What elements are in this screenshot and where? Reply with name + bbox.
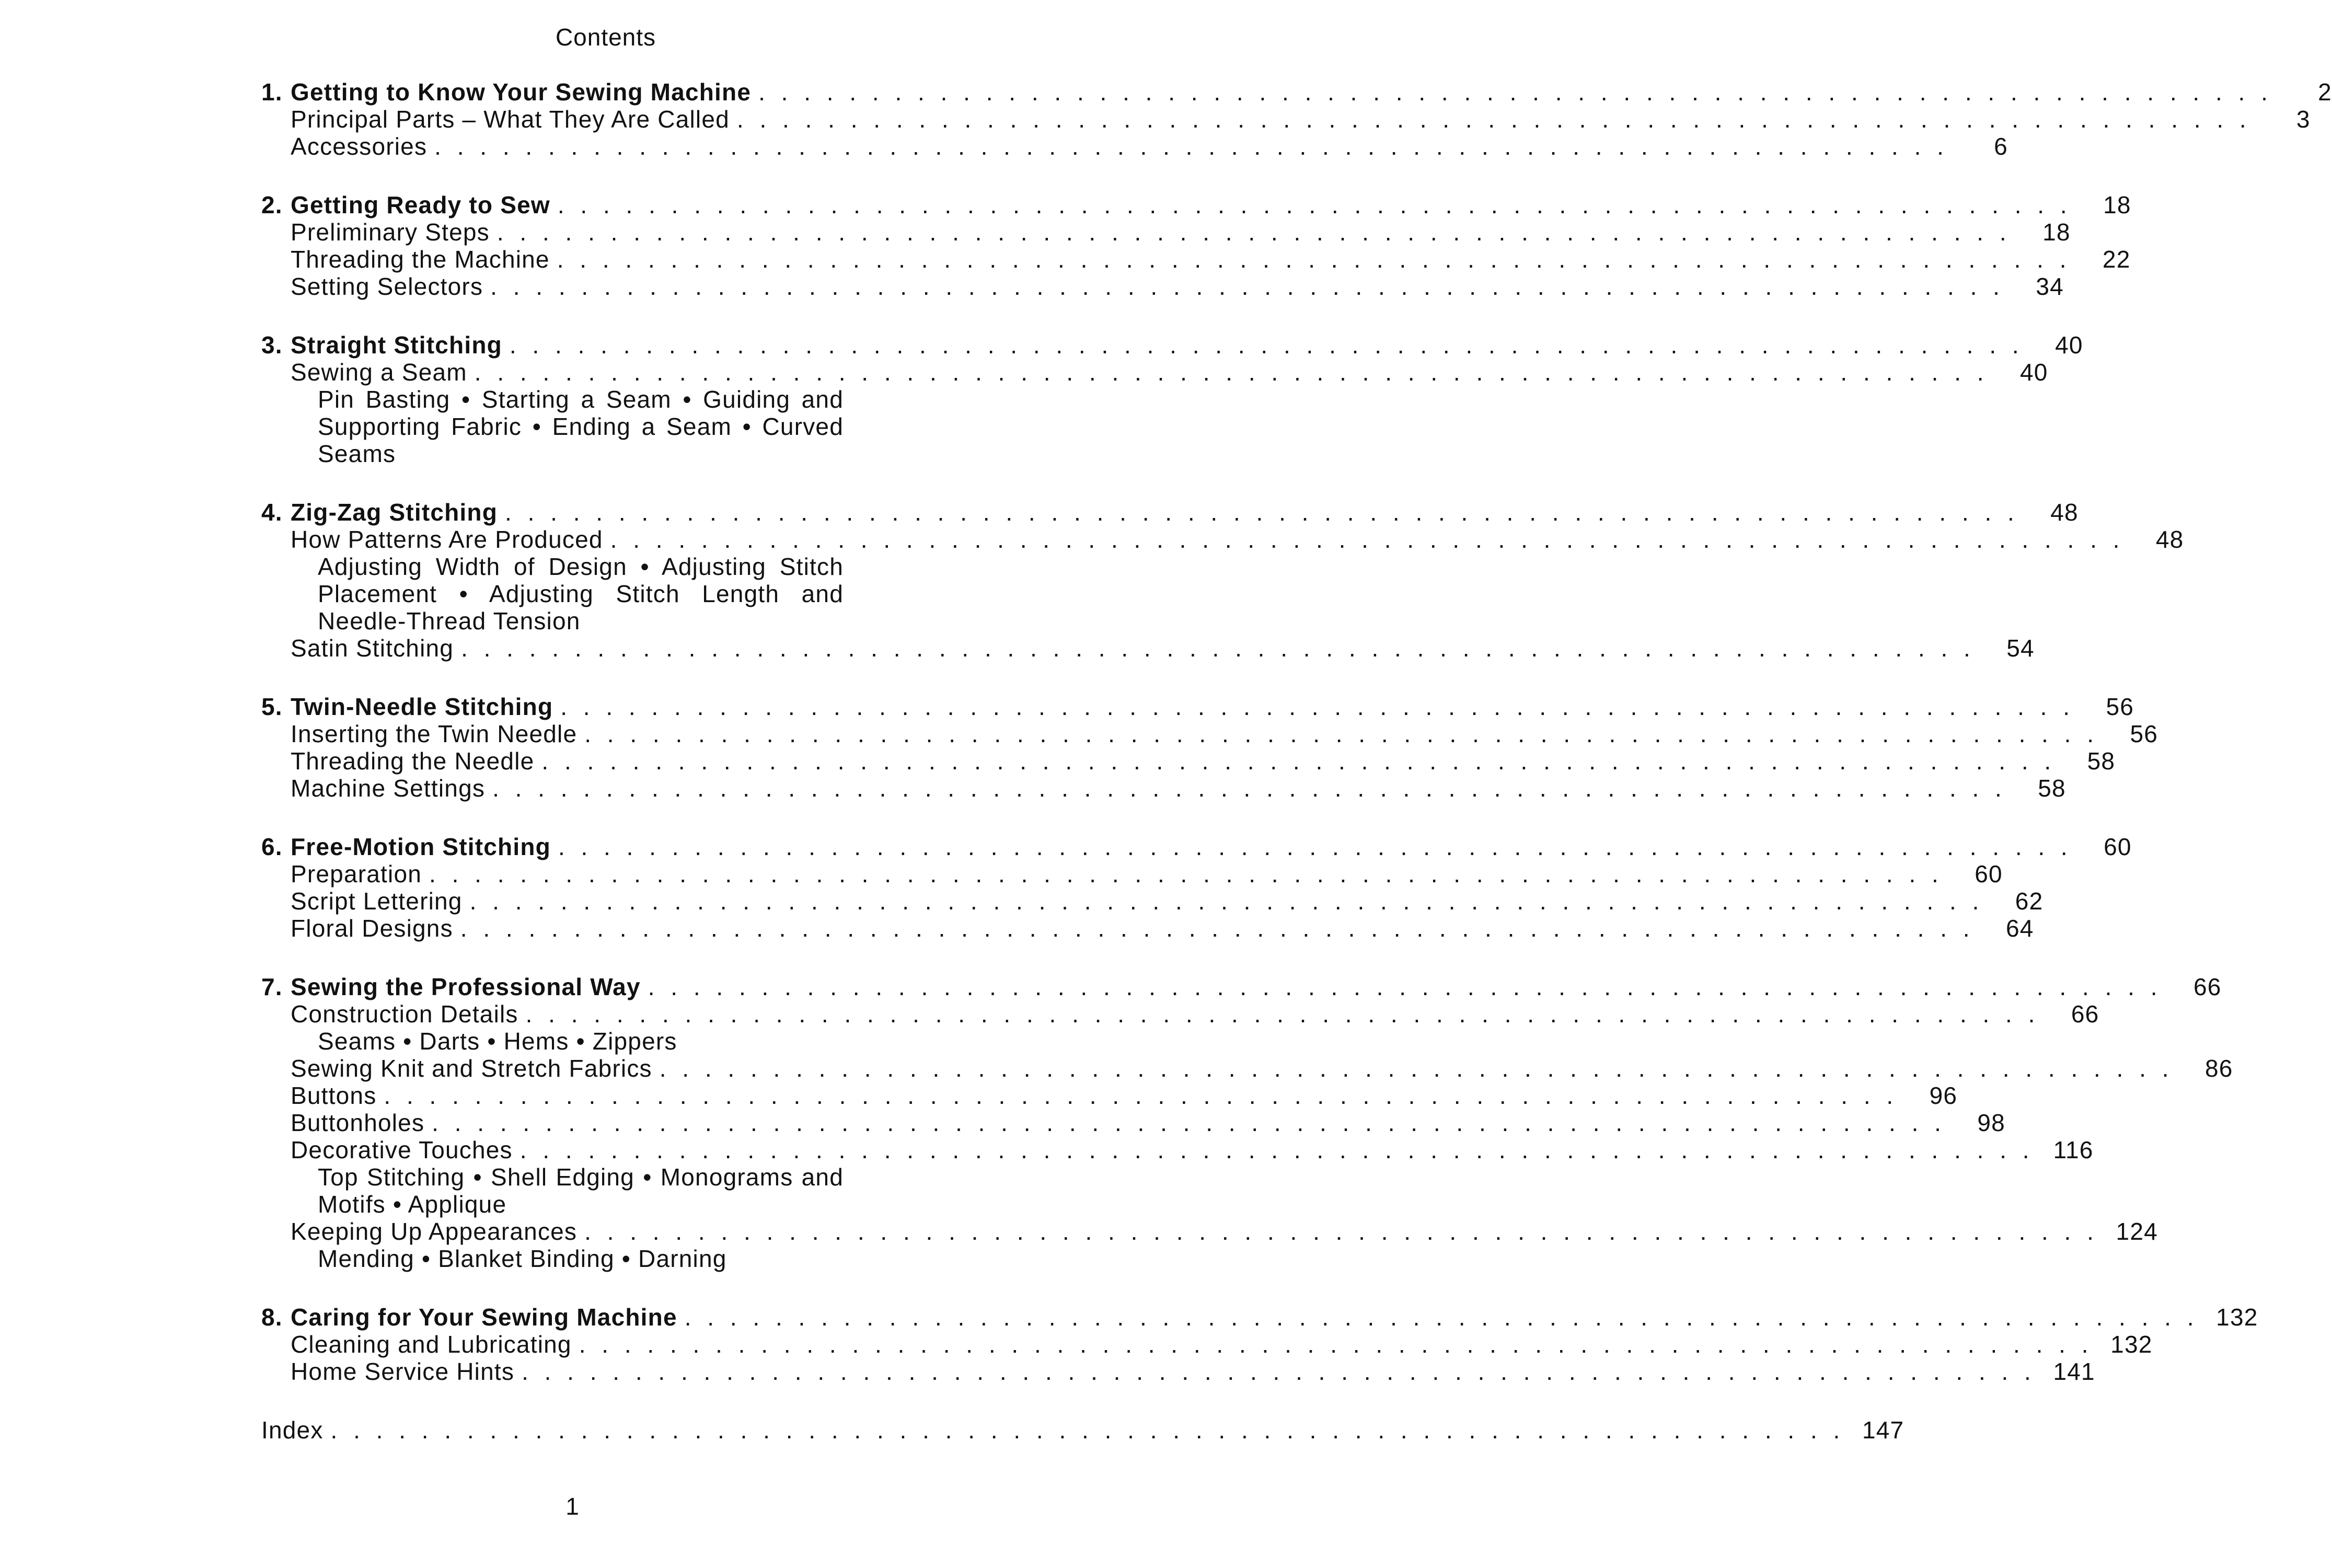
chapter-heading — [261, 78, 2332, 106]
chapter-heading — [261, 833, 2132, 860]
toc-section — [261, 191, 2131, 300]
page-ref: 2 — [2318, 78, 2332, 106]
toc-entry — [261, 1082, 1958, 1109]
chapter-title: Caring for Your Sewing Machine — [291, 1304, 677, 1331]
toc-entry — [261, 1358, 2095, 1385]
page-ref: 124 — [2116, 1218, 2158, 1245]
chapter-title: Free-Motion Stitching — [291, 833, 551, 860]
toc-entry — [261, 1055, 2233, 1082]
entry-label: Buttons — [291, 1082, 377, 1109]
dot-leader: . . . . . . . . . . . . . . . . . . . . . . . . . . . . . . . . . . . . . . . . . . . . . . . . . . . . . . . . . . . . . . . . . . . — [432, 1109, 1946, 1136]
dot-leader: . . . . . . . . . . . . . . . . . . . . . . . . . . . . . . . . . . . . . . . . . . . . . . . . . . . . . . . . . . . . . . . . . . . — [522, 1358, 2036, 1385]
page-ref: 96 — [1929, 1082, 1958, 1109]
toc-entry — [261, 860, 2003, 887]
page-ref: 60 — [1975, 860, 2003, 887]
dot-leader: . . . . . . . . . . . . . . . . . . . . . . . . . . . . . . . . . . . . . . . . . . . . . . . . . . . . . . . . . . . . . . . . . . . — [505, 499, 2019, 526]
toc-entry — [261, 133, 2008, 160]
page-ref: 48 — [2050, 499, 2079, 526]
chapter-title: Straight Stitching — [291, 331, 502, 359]
chapter-heading — [261, 693, 2134, 720]
toc-entry — [261, 359, 2048, 386]
entry-label: Preparation — [291, 860, 422, 887]
toc-entry — [261, 218, 2071, 246]
dot-leader: . . . . . . . . . . . . . . . . . . . . . . . . . . . . . . . . . . . . . . . . . . . . . . . . . . . . . . . . . . . . . . . . . . . — [659, 1055, 2174, 1082]
chapter-number: 2. — [261, 191, 283, 218]
chapter-title: Zig-Zag Stitching — [291, 499, 498, 526]
page-ref: 66 — [2193, 973, 2222, 1000]
dot-leader: . . . . . . . . . . . . . . . . . . . . . . . . . . . . . . . . . . . . . . . . . . . . . . . . . . . . . . . . . . . . . . . . . . . — [558, 833, 2072, 860]
toc-entry — [261, 635, 2035, 662]
toc-entry — [261, 1000, 2099, 1028]
chapter-heading — [261, 1304, 2258, 1331]
toc-entry — [261, 1331, 2153, 1358]
page-ref: 58 — [2087, 747, 2116, 775]
chapter-title: Getting Ready to Sew — [291, 191, 550, 218]
toc-entry — [261, 775, 2066, 802]
page-ref: 64 — [2006, 915, 2034, 942]
toc-section — [261, 693, 2158, 802]
dot-leader: . . . . . . . . . . . . . . . . . . . . . . . . . . . . . . . . . . . . . . . . . . . . . . . . . . . . . . . . . . . . . . . . . . . — [736, 106, 2251, 133]
page-ref: 60 — [2104, 833, 2132, 860]
page-ref: 132 — [2110, 1331, 2153, 1358]
page-number: 1 — [565, 1493, 579, 1520]
page-ref: 98 — [1977, 1109, 2005, 1136]
entry-label: Accessories — [291, 133, 428, 160]
chapter-number: 1. — [261, 78, 283, 106]
chapter-title: Sewing the Professional Way — [291, 973, 641, 1000]
dot-leader: . . . . . . . . . . . . . . . . . . . . . . . . . . . . . . . . . . . . . . . . . . . . . . . . . . . . . . . . . . . . . . . . . . . — [557, 191, 2072, 218]
toc-section — [261, 331, 2083, 467]
page-ref: 3 — [2296, 106, 2311, 133]
page-ref: 54 — [2006, 635, 2035, 662]
dot-leader: . . . . . . . . . . . . . . . . . . . . . . . . . . . . . . . . . . . . . . . . . . . . . . . . . . . . . . . . . . . . . . . . . . . — [557, 246, 2071, 273]
entry-label: Keeping Up Appearances — [291, 1218, 578, 1245]
dot-leader: . . . . . . . . . . . . . . . . . . . . . . . . . . . . . . . . . . . . . . . . . . . . . . . . . . . . . . . . . . . . . . . . . . . — [384, 1082, 1898, 1109]
chapter-number: 4. — [261, 499, 283, 526]
chapter-number: 5. — [261, 693, 283, 720]
dot-leader: . . . . . . . . . . . . . . . . . . . . . . . . . . . . . . . . . . . . . . . . . . . . . . . . . . . . . . . . . . . . . . . . . . . — [560, 693, 2075, 720]
entry-label: Script Lettering — [291, 887, 463, 915]
dot-leader: . . . . . . . . . . . . . . . . . . . . . . . . . . . . . . . . . . . . . . . . . . . . . . . . . . . . . . . . . . . . . . . . . . . — [474, 359, 1989, 386]
page-ref: 132 — [2216, 1304, 2258, 1331]
page-ref: 34 — [2036, 273, 2064, 300]
dot-leader: . . . . . . . . . . . . . . . . . . . . . . . . . . . . . . . . . . . . . . . . . . . . . . . . . . . . . . . . . . . . . . . . . . . — [434, 133, 1948, 160]
chapter-heading — [261, 191, 2131, 218]
dot-leader: . . . . . . . . . . . . . . . . . . . . . . . . . . . . . . . . . . . . . . . . . . . . . . . . . . . . . . . . . . . . . . . . . . . — [541, 747, 2056, 775]
chapter-number: 3. — [261, 331, 283, 359]
toc-entry — [261, 1136, 2094, 1163]
page-ref: 18 — [2103, 191, 2131, 218]
page-ref: 66 — [2071, 1000, 2099, 1028]
toc-entry — [261, 915, 2034, 942]
toc-section — [261, 1304, 2258, 1385]
dot-leader: . . . . . . . . . . . . . . . . . . . . . . . . . . . . . . . . . . . . . . . . . . . . . . . . . . . . . . . . . . . . . . . . . . . — [492, 775, 2006, 802]
dot-leader: . . . . . . . . . . . . . . . . . . . . . . . . . . . . . . . . . . . . . . . . . . . . . . . . . . . . . . . . . . . . . . . . . . . — [469, 887, 1984, 915]
dot-leader: . . . . . . . . . . . . . . . . . . . . . . . . . . . . . . . . . . . . . . . . . . . . . . . . . . . . . . . . . . . . . . . . . . . — [684, 1304, 2199, 1331]
dot-leader: . . . . . . . . . . . . . . . . . . . . . . . . . . . . . . . . . . . . . . . . . . . . . . . . . . . . . . . . . . . . . . . . . . . — [758, 78, 2272, 106]
toc-entry — [261, 106, 2311, 133]
page-ref: 6 — [1994, 133, 2008, 160]
chapter-number: 6. — [261, 833, 283, 860]
entry-label: How Patterns Are Produced — [291, 526, 603, 553]
table-of-contents — [261, 78, 2332, 1444]
dot-leader: . . . . . . . . . . . . . . . . . . . . . . . . . . . . . . . . . . . . . . . . . . . . . . . . . . . . . . . . . . . . . . . . . . . — [579, 1331, 2093, 1358]
dot-leader: . . . . . . . . . . . . . . . . . . . . . . . . . . . . . . . . . . . . . . . . . . . . . . . . . . . . . . . . . . . . . . . . . . . — [610, 526, 2125, 553]
chapter-heading — [261, 499, 2079, 526]
page-ref: 40 — [2055, 331, 2083, 359]
toc-entry — [261, 1109, 2005, 1136]
dot-leader: . . . . . . . . . . . . . . . . . . . . . . . . . . . . . . . . . . . . . . . . . . . . . . . . . . . . . . . . . . . . . . . . . . . — [461, 635, 1975, 662]
page-ref: 86 — [2204, 1055, 2233, 1082]
chapter-heading — [261, 331, 2083, 359]
page-ref: 56 — [2130, 720, 2158, 747]
entry-label: Threading the Machine — [291, 246, 550, 273]
chapter-heading — [261, 973, 2222, 1000]
page-ref: 56 — [2106, 693, 2134, 720]
dot-leader: . . . . . . . . . . . . . . . . . . . . . . . . . . . . . . . . . . . . . . . . . . . . . . . . . . . . . . . . . . . . . . . . . . . — [648, 973, 2162, 1000]
topic-list: Pin Basting • Starting a Seam • Guiding and Supporting Fabric • Ending a Seam • Curved Seams — [318, 386, 844, 467]
entry-label: Principal Parts – What They Are Called — [291, 106, 730, 133]
toc-section — [261, 499, 2184, 662]
dot-leader: . . . . . . . . . . . . . . . . . . . . . . . . . . . . . . . . . . . . . . . . . . . . . . . . . . . . . . . . . . . . . . . . . . . — [429, 860, 1943, 887]
dot-leader: . . . . . . . . . . . . . . . . . . . . . . . . . . . . . . . . . . . . . . . . . . . . . . . . . . . . . . . . . . . . . . . . . . . — [330, 1416, 1845, 1444]
page-ref: 22 — [2102, 246, 2131, 273]
page-ref: 62 — [2015, 887, 2044, 915]
topic-list: Top Stitching • Shell Edging • Monograms and Motifs • Applique — [318, 1163, 844, 1218]
index-entry — [261, 1416, 1904, 1444]
toc-entry — [261, 720, 2158, 747]
topic-list: Adjusting Width of Design • Adjusting Stitch Placement • Adjusting Stitch Length and Needle-Thread Tension — [318, 553, 844, 635]
entry-label: Inserting the Twin Needle — [291, 720, 578, 747]
page-ref: 48 — [2155, 526, 2184, 553]
toc-entry — [261, 887, 2044, 915]
dot-leader: . . . . . . . . . . . . . . . . . . . . . . . . . . . . . . . . . . . . . . . . . . . . . . . . . . . . . . . . . . . . . . . . . . . — [584, 1218, 2098, 1245]
dot-leader: . . . . . . . . . . . . . . . . . . . . . . . . . . . . . . . . . . . . . . . . . . . . . . . . . . . . . . . . . . . . . . . . . . . — [519, 1136, 2034, 1163]
page-ref: 58 — [2038, 775, 2066, 802]
entry-label: Satin Stitching — [291, 635, 454, 662]
topic-list: Seams • Darts • Hems • Zippers — [318, 1028, 677, 1055]
toc-section — [261, 78, 2332, 160]
topic-list: Mending • Blanket Binding • Darning — [318, 1245, 727, 1272]
entry-label: Preliminary Steps — [291, 218, 490, 246]
entry-label: Sewing a Seam — [291, 359, 467, 386]
dot-leader: . . . . . . . . . . . . . . . . . . . . . . . . . . . . . . . . . . . . . . . . . . . . . . . . . . . . . . . . . . . . . . . . . . . — [509, 331, 2024, 359]
entry-label: Floral Designs — [291, 915, 453, 942]
entry-label: Sewing Knit and Stretch Fabrics — [291, 1055, 652, 1082]
entry-label: Index — [261, 1416, 324, 1444]
dot-leader: . . . . . . . . . . . . . . . . . . . . . . . . . . . . . . . . . . . . . . . . . . . . . . . . . . . . . . . . . . . . . . . . . . . — [525, 1000, 2040, 1028]
chapter-title: Twin-Needle Stitching — [291, 693, 553, 720]
entry-label: Cleaning and Lubricating — [291, 1331, 572, 1358]
page-ref: 147 — [1862, 1416, 1904, 1444]
entry-label: Construction Details — [291, 1000, 518, 1028]
page-ref: 116 — [2053, 1136, 2094, 1163]
dot-leader: . . . . . . . . . . . . . . . . . . . . . . . . . . . . . . . . . . . . . . . . . . . . . . . . . . . . . . . . . . . . . . . . . . . — [497, 218, 2011, 246]
toc-entry — [261, 526, 2184, 553]
entry-label: Machine Settings — [291, 775, 486, 802]
page-ref: 18 — [2042, 218, 2071, 246]
toc-section — [261, 833, 2132, 942]
toc-entry — [261, 1218, 2158, 1245]
toc-entry — [261, 747, 2116, 775]
dot-leader: . . . . . . . . . . . . . . . . . . . . . . . . . . . . . . . . . . . . . . . . . . . . . . . . . . . . . . . . . . . . . . . . . . . — [584, 720, 2099, 747]
toc-entry — [261, 273, 2064, 300]
entry-label: Home Service Hints — [291, 1358, 515, 1385]
toc-entry — [261, 246, 2131, 273]
chapter-number: 7. — [261, 973, 283, 1000]
entry-label: Buttonholes — [291, 1109, 425, 1136]
entry-label: Threading the Needle — [291, 747, 535, 775]
page-ref: 40 — [2019, 359, 2048, 386]
chapter-number: 8. — [261, 1304, 283, 1331]
chapter-title: Getting to Know Your Sewing Machine — [291, 78, 752, 106]
entry-label: Decorative Touches — [291, 1136, 513, 1163]
dot-leader: . . . . . . . . . . . . . . . . . . . . . . . . . . . . . . . . . . . . . . . . . . . . . . . . . . . . . . . . . . . . . . . . . . . — [460, 915, 1975, 942]
dot-leader: . . . . . . . . . . . . . . . . . . . . . . . . . . . . . . . . . . . . . . . . . . . . . . . . . . . . . . . . . . . . . . . . . . . — [490, 273, 2004, 300]
page-ref: 141 — [2053, 1358, 2095, 1385]
toc-section — [261, 973, 2233, 1272]
page-title: Contents — [555, 24, 656, 51]
entry-label: Setting Selectors — [291, 273, 483, 300]
